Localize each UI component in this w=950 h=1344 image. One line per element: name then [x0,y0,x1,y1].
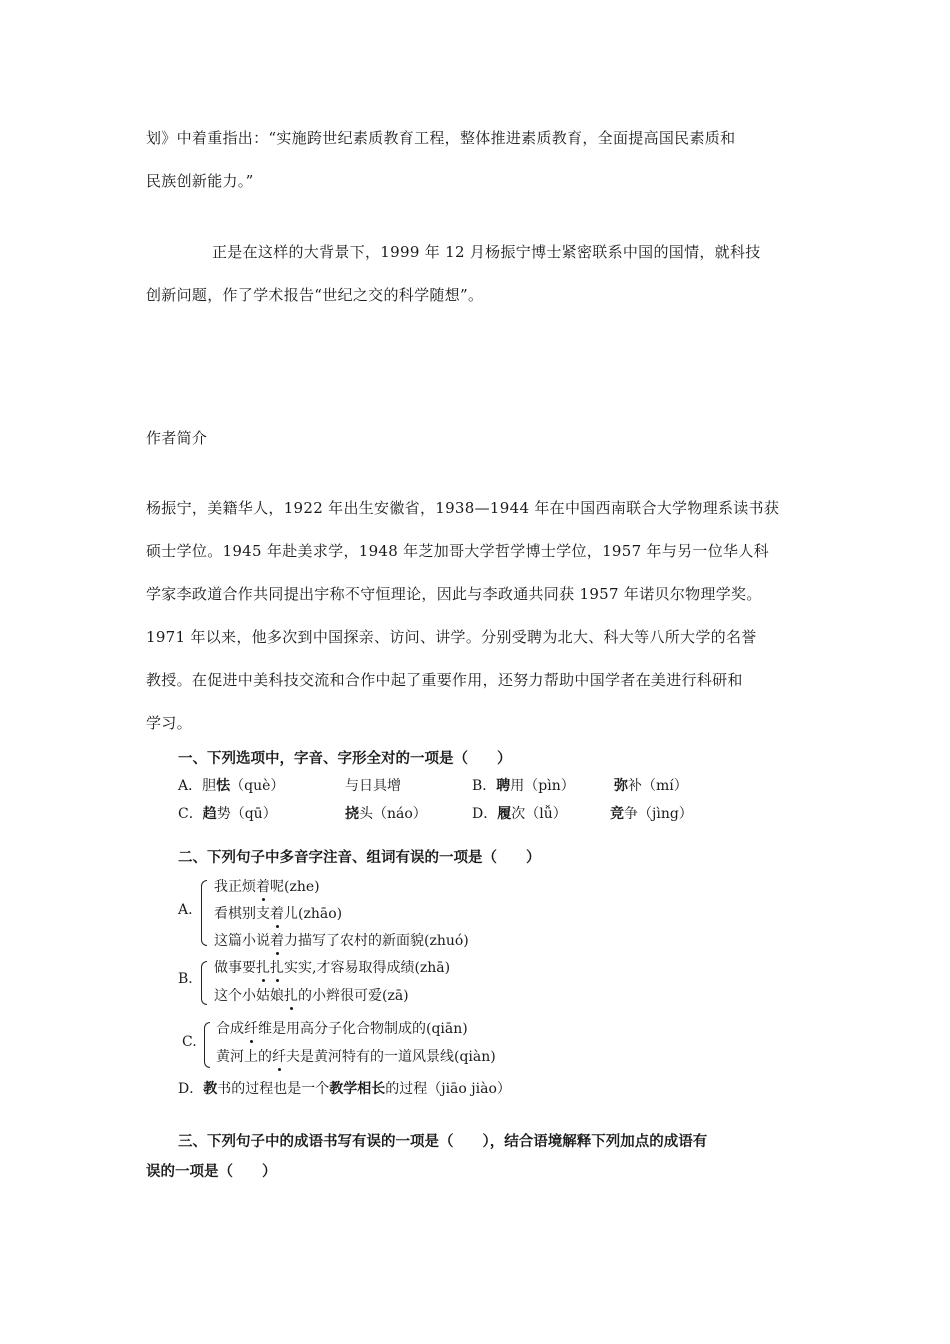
q2-b-sentence-1: 做事要扎扎实实,才容易取得成绩(zhā) [214,957,450,977]
author-line-4: 1971 年以来，他多次到中国探亲、访问、讲学。分别受聘为北大、科大等八所大学的名誉 [146,628,757,646]
q1-option-a: A．胆怯（què） [178,778,285,794]
q2-option-c-label: C. [182,1034,197,1050]
q1-option-b: B．聘用（pìn） [472,778,575,794]
author-line-3: 学家李政道合作共同提出宇称不守恒理论，因此与李政通共同获 1957 年诺贝尔物理学奖。 [146,585,762,603]
q2-a-sentence-3: 这篇小说着力描写了农村的新面貌(zhuó) [214,930,469,950]
q1-stem: 一、下列选项中，字音、字形全对的一项是（ ） [178,750,512,767]
author-line-1: 杨振宁，美籍华人，1922 年出生安徽省，1938—1944 年在中国西南联合大学物理系读书获 [146,499,780,517]
q2-c-brace [204,1022,210,1068]
intro-line-4: 创新问题，作了学术报告“世纪之交的科学随想”。 [146,286,484,304]
q2-option-a-label: A. [178,902,193,918]
author-heading: 作者简介 [146,429,208,447]
q2-b-sentence-2: 这个小姑娘扎的小辫很可爱(zā) [214,985,409,1005]
q2-a-brace [201,880,207,946]
q2-c-sentence-2: 黄河上的纤夫是黄河特有的一道风景线(qiàn) [216,1046,496,1066]
q1-option-a-2: 与日具增 [345,778,401,794]
q2-a-sentence-2: 看棋别支着儿(zhāo) [214,903,342,923]
intro-line-1: 划》中着重指出：“实施跨世纪素质教育工程，整体推进素质教育，全面提高国民素质和 [146,129,736,147]
q2-c-sentence-1: 合成纤维是用高分子化合物制成的(qiān) [216,1018,468,1038]
q2-a-sentence-1: 我正烦着呢(zhe) [214,876,320,896]
intro-line-3: 正是在这样的大背景下，1999 年 12 月杨振宁博士紧密联系中国的国情，就科技 [212,243,761,261]
author-line-6: 学习。 [146,714,192,732]
q2-stem: 二、下列句子中多音字注音、组词有误的一项是（ ） [178,849,541,866]
q1-option-c-2: 挠头（náo） [345,806,427,822]
q3-stem-line-2: 误的一项是（ ） [146,1163,277,1180]
q1-option-d: D．履次（lǚ） [472,806,567,822]
q2-option-b-label: B. [178,971,193,987]
q1-option-c: C．趋势（qū） [178,806,277,822]
q3-stem-line-1: 三、下列句子中的成语书写有误的一项是（ ），结合语境解释下列加点的成语有 [178,1133,708,1150]
author-line-2: 硕士学位。1945 年赴美求学，1948 年芝加哥大学哲学博士学位，1957 年与另一位华人科 [146,542,769,560]
author-line-5: 教授。在促进中美科技交流和合作中起了重要作用，还努力帮助中国学者在美进行科研和 [146,671,743,689]
q1-option-d-2: 竞争（jìng） [610,806,693,822]
q2-b-brace [201,961,207,1005]
q1-option-b-2: 弥补（mí） [614,778,688,794]
q2-option-d: D．教书的过程也是一个教学相长的过程（jiāo jiào） [178,1081,511,1097]
intro-line-2: 民族创新能力。” [146,172,254,190]
